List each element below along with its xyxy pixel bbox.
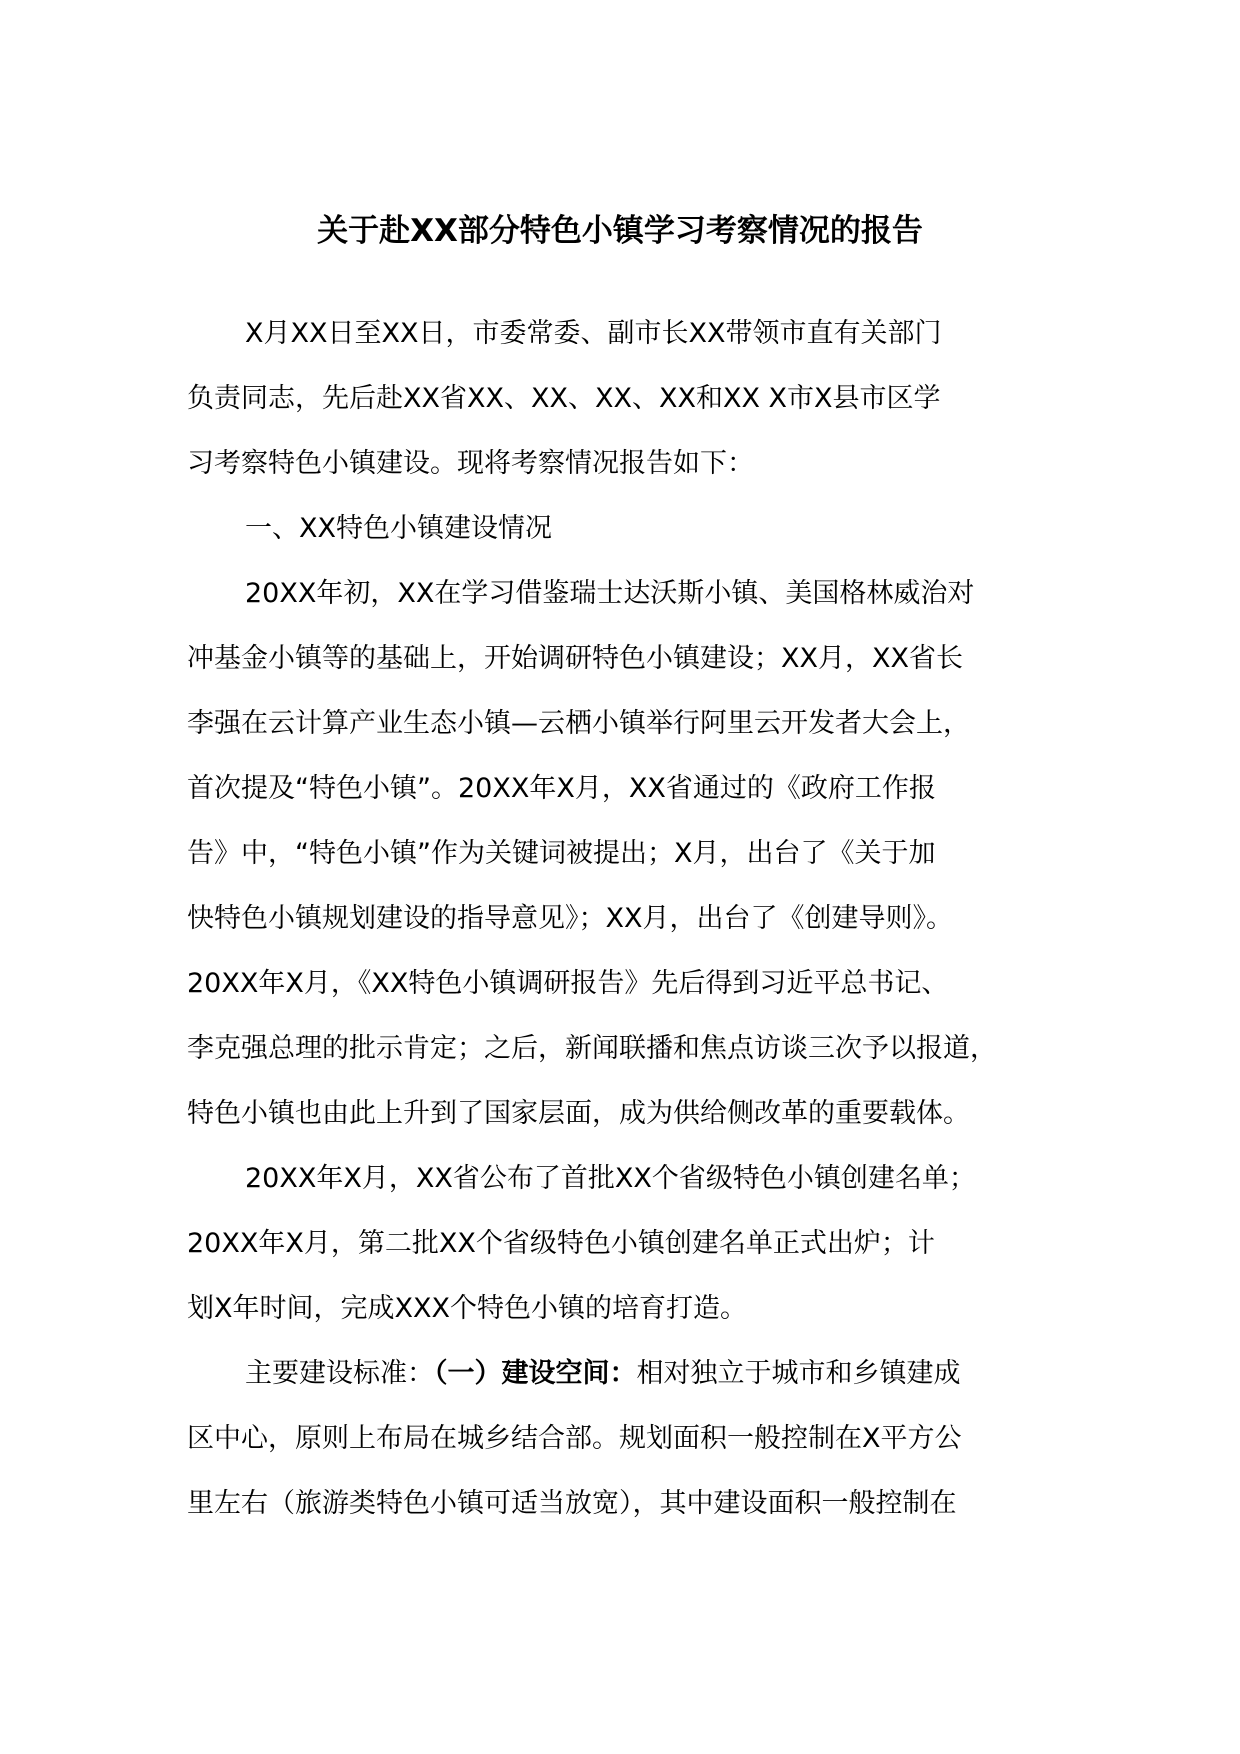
paragraph-line: 快特色小镇规划建设的指导意见》；XX月，出台了《创建导则》。 xyxy=(187,903,953,934)
standard-suffix: 相对独立于城市和乡镇建成 xyxy=(636,1358,961,1389)
standard-line xyxy=(187,1341,1087,1406)
paragraph-line: 首次提及“特色小镇”。20XX年X月，XX省通过的《政府工作报 xyxy=(187,773,936,804)
paragraph-line: X月XX日至XX日，市委常委、副市长XX带领市直有关部门 xyxy=(245,318,942,349)
paragraph-line: 习考察特色小镇建设。现将考察情况报告如下： xyxy=(187,448,754,479)
section-heading: 一、XX特色小镇建设情况 xyxy=(245,513,552,544)
paragraph-line: 李强在云计算产业生态小镇—云栖小镇举行阿里云开发者大会上， xyxy=(187,708,970,739)
paragraph-line: 告》中，“特色小镇”作为关键词被提出；X月，出台了《关于加 xyxy=(187,838,936,869)
document-title: 关于赴XX部分特色小镇学习考察情况的报告 xyxy=(317,213,923,249)
paragraph-line: 区中心，原则上布局在城乡结合部。规划面积一般控制在X平方公 xyxy=(187,1423,962,1454)
paragraph-line: 李克强总理的批示肯定；之后，新闻联播和焦点访谈三次予以报道， xyxy=(187,1033,997,1064)
paragraph-line: 冲基金小镇等的基础上，开始调研特色小镇建设；XX月，XX省长 xyxy=(187,643,963,674)
paragraph-line: 20XX年X月，XX省公布了首批XX个省级特色小镇创建名单； xyxy=(245,1163,976,1194)
paragraph-line: 负责同志，先后赴XX省XX、XX、XX、XX和XX X市X县市区学 xyxy=(187,383,941,414)
document-body xyxy=(187,301,1087,1536)
paragraph-line: 20XX年初，XX在学习借鉴瑞士达沃斯小镇、美国格林威治对 xyxy=(245,578,975,609)
paragraph-line: 20XX年X月，《XX特色小镇调研报告》先后得到习近平总书记、 xyxy=(187,968,949,999)
paragraph-line: 20XX年X月，第二批XX个省级特色小镇创建名单正式出炉；计 xyxy=(187,1228,935,1259)
paragraph-line: 特色小镇也由此上升到了国家层面，成为供给侧改革的重要载体。 xyxy=(187,1098,970,1129)
paragraph-line: 划X年时间，完成XXX个特色小镇的培育打造。 xyxy=(187,1293,747,1324)
standard-bold-heading: （一）建设空间： xyxy=(434,1358,637,1389)
paragraph-line: 里左右（旅游类特色小镇可适当放宽），其中建设面积一般控制在 xyxy=(187,1488,957,1519)
standard-prefix: 主要建设标准： xyxy=(245,1358,434,1389)
